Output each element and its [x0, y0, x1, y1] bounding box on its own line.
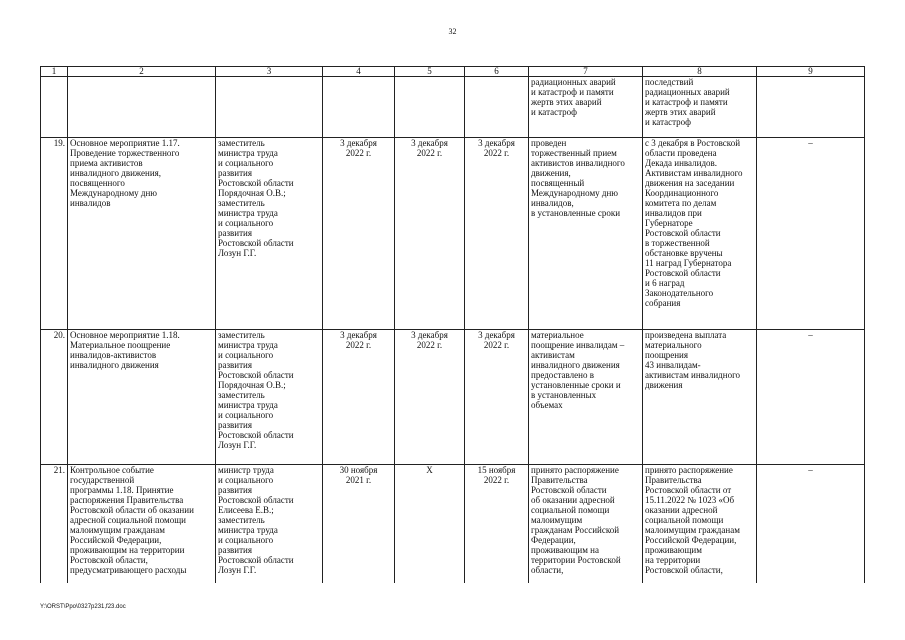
measure-name: Контрольное событие государственной программы 1.18. Принятие распоряжения Правительства Ростовской области об оказании адресной социальной помощи малоимущим гражданам Российской Федерации, проживающим на территории Ростовской области, предусматривающего расходы — [68, 465, 216, 584]
column-header: 1 — [41, 67, 68, 77]
table-header-row — [41, 67, 865, 77]
column-header: 9 — [757, 67, 865, 77]
responsible-executor — [216, 77, 323, 138]
column-header: 8 — [643, 67, 757, 77]
notes — [757, 77, 865, 138]
row-number: 19. — [41, 138, 68, 330]
planned-date: 30 ноября 2021 г. — [323, 465, 395, 584]
expected-result: радиационных аварий и катастроф и памяти жертв этих аварий и катастроф — [529, 77, 643, 138]
notes: – — [757, 138, 865, 330]
start-date: 3 декабря 2022 г. — [395, 330, 465, 465]
end-date: 3 декабря 2022 г. — [465, 138, 529, 330]
row-number: 20. — [41, 330, 68, 465]
table-row — [41, 465, 865, 584]
end-date — [465, 77, 529, 138]
column-header: 2 — [68, 67, 216, 77]
column-header: 5 — [395, 67, 465, 77]
responsible-executor: заместитель министра труда и социального развития Ростовской области Порядочная О.В.; заместитель министра труда и социального развития Ростовской области Лозун Г.Г. — [216, 138, 323, 330]
footer-file-path: Y:\ORST\Ppo\0327p231,f23.doc — [40, 604, 126, 610]
table-row — [41, 138, 865, 330]
measure-name: Основное мероприятие 1.18. Материальное поощрение инвалидов-активистов инвалидного движения — [68, 330, 216, 465]
start-date — [395, 77, 465, 138]
column-header: 6 — [465, 67, 529, 77]
notes: – — [757, 330, 865, 465]
actual-result: последствий радиационных аварий и катастроф и памяти жертв этих аварий и катастроф — [643, 77, 757, 138]
table-row — [41, 330, 865, 465]
notes: – — [757, 465, 865, 584]
page-number: 32 — [448, 27, 457, 36]
actual-result: с 3 декабря в Ростовской области проведена Декада инвалидов. Активистам инвалидного движения на заседании Координационного комитета по делам инвалидов при Губернаторе Ростовской области в торжественной обстановке вручены 11 наград Губернатора Ростовской области и 6 наград Законодательного собрания — [643, 138, 757, 330]
actual-result: произведена выплата материального поощрения 43 инвалидам- активистам инвалидного движения — [643, 330, 757, 465]
start-date: Х — [395, 465, 465, 584]
column-header: 4 — [323, 67, 395, 77]
end-date: 15 ноября 2022 г. — [465, 465, 529, 584]
measure-name: Основное мероприятие 1.17. Проведение торжественного приема активистов инвалидного движения, посвященного Международному дню инвалидов — [68, 138, 216, 330]
row-number: 21. — [41, 465, 68, 584]
actual-result: принято распоряжение Правительства Ростовской области от 15.11.2022 № 1023 «Об оказании адресной социальной помощи малоимущим гражданам Российской Федерации, проживающим на территории Ростовской области, — [643, 465, 757, 584]
expected-result: принято распоряжение Правительства Ростовской области об оказании адресной социальной помощи малоимущим гражданам Российской Федерации, проживающим на территории Ростовской области, — [529, 465, 643, 584]
planned-date: 3 декабря 2022 г. — [323, 138, 395, 330]
planned-date: 3 декабря 2022 г. — [323, 330, 395, 465]
responsible-executor: заместитель министра труда и социального развития Ростовской области Порядочная О.В.; заместитель министра труда и социального развития Ростовской области Лозун Г.Г. — [216, 330, 323, 465]
table-row-continuation — [41, 77, 865, 138]
end-date: 3 декабря 2022 г. — [465, 330, 529, 465]
row-number — [41, 77, 68, 138]
expected-result: проведен торжественный прием активистов инвалидного движения, посвященный Международному дню инвалидов, в установленные сроки — [529, 138, 643, 330]
responsible-executor: министр труда и социального развития Ростовской области Елисеева Е.В.; заместитель министра труда и социального развития Ростовской области Лозун Г.Г. — [216, 465, 323, 584]
start-date: 3 декабря 2022 г. — [395, 138, 465, 330]
measure-name — [68, 77, 216, 138]
column-header: 3 — [216, 67, 323, 77]
report-table — [40, 66, 865, 583]
expected-result: материальное поощрение инвалидам – активистам инвалидного движения предоставлено в установленные сроки и в установленных объемах — [529, 330, 643, 465]
column-header: 7 — [529, 67, 643, 77]
planned-date — [323, 77, 395, 138]
